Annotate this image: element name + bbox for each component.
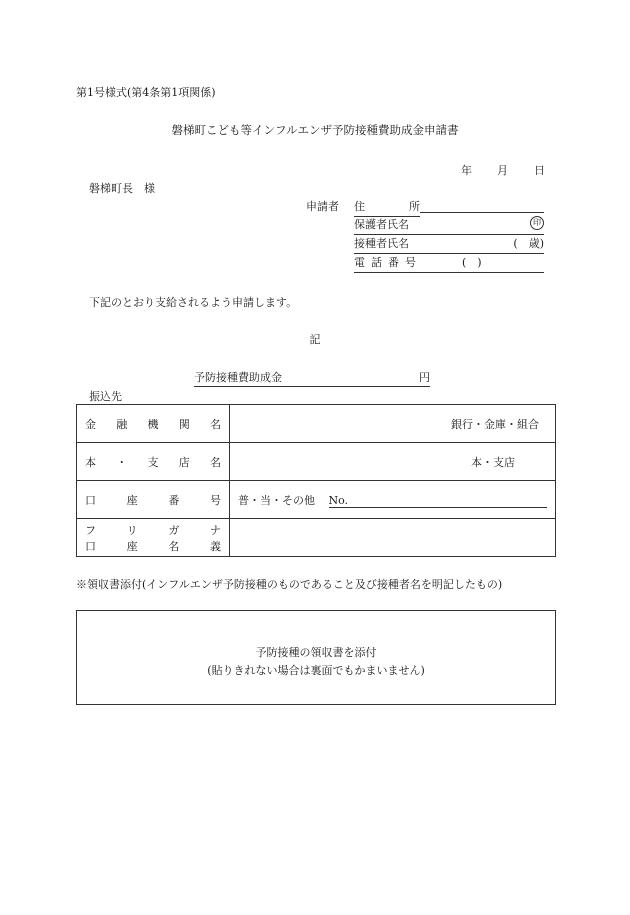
recipient-name-field[interactable] — [354, 235, 544, 254]
age-field: ( 歳) — [513, 237, 544, 250]
table-row — [77, 481, 556, 519]
seal-icon: 印 — [530, 216, 544, 230]
date-day: 日 — [534, 164, 545, 177]
subsidy-amount-field[interactable] — [194, 369, 430, 387]
attach-instruction: 予防接種の領収書を添付 — [255, 646, 377, 659]
branch-name-label: 本 ・ 支 店 名 — [77, 443, 230, 481]
applicant-label: 申請者 — [306, 200, 339, 213]
page-title: 磐梯町こども等インフルエンザ予防接種費助成金申請書 — [171, 123, 459, 137]
statement: 下記のとおり支給されるよう申請します。 — [89, 296, 298, 309]
receipt-attach-box[interactable] — [76, 610, 556, 705]
form-label: 第1号様式(第4条第1項関係) — [76, 86, 216, 99]
bank-name-cell[interactable] — [230, 405, 556, 443]
attach-note: (貼りきれない場合は裏面でもかまいません) — [207, 664, 425, 677]
date-year: 年 — [461, 164, 472, 177]
account-number-line — [329, 494, 547, 508]
phone-field[interactable] — [354, 254, 544, 273]
account-number-label: 口 座 番 号 — [77, 481, 230, 519]
number-label: No. — [328, 493, 349, 507]
bank-type-options: 銀行・金庫・組合 — [451, 417, 539, 431]
address-field[interactable] — [420, 198, 544, 213]
addressee: 磐梯町長 様 — [89, 182, 155, 195]
table-row — [77, 405, 556, 443]
bank-info-table — [76, 404, 556, 557]
date-month: 月 — [497, 164, 508, 177]
phone-paren: ( ) — [462, 256, 482, 269]
bank-name-label: 金 融 機 関 名 — [77, 405, 230, 443]
branch-type-options: 本・支店 — [471, 455, 515, 469]
ki-heading: 記 — [309, 333, 321, 346]
transfer-label: 振込先 — [89, 390, 122, 403]
account-holder-cell[interactable] — [230, 519, 556, 557]
subsidy-label: 予防接種費助成金 — [194, 371, 282, 384]
guardian-name-label: 保護者氏名 — [354, 218, 409, 231]
account-holder-label: フ リ ガ ナ 口 座 名 義 — [77, 519, 230, 557]
account-type-options: 普・当・その他 — [238, 493, 315, 507]
branch-name-cell[interactable] — [230, 443, 556, 481]
guardian-name-field[interactable] — [354, 216, 544, 235]
receipt-note: ※領収書添付(インフルエンザ予防接種のものであること及び接種者名を明記したもの) — [76, 578, 503, 591]
yen-unit: 円 — [419, 371, 430, 384]
phone-label: 電 話 番 号 — [354, 256, 416, 269]
table-row — [77, 519, 556, 557]
address-label: 住 所 — [354, 198, 420, 217]
table-row — [77, 443, 556, 481]
account-number-cell[interactable] — [230, 481, 556, 519]
recipient-name-label: 接種者氏名 — [354, 237, 409, 250]
